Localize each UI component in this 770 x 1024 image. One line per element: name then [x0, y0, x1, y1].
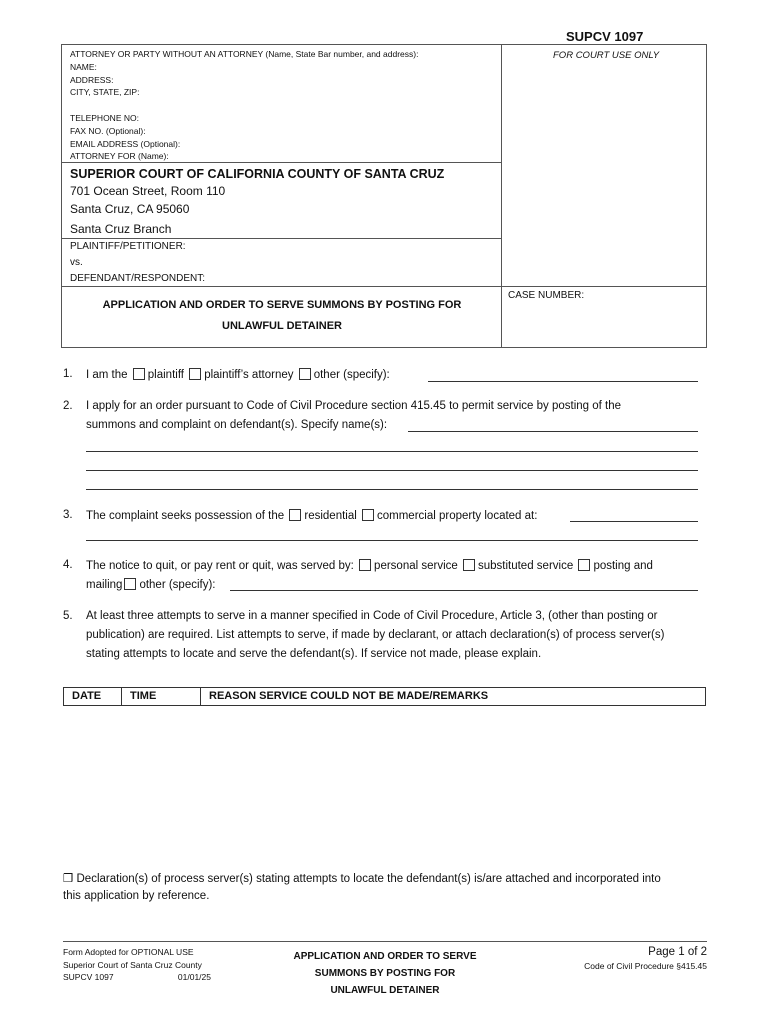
application-title-line2: UNLAWFUL DETAINER: [222, 320, 342, 332]
mailing-label: mailing: [86, 579, 123, 591]
application-title-line1: APPLICATION AND ORDER TO SERVE SUMMONS BY POSTING FOR: [102, 299, 462, 311]
item-1: [86, 368, 390, 381]
page-number: Page 1 of 2: [648, 946, 707, 958]
plaintiff-checkbox[interactable]: [133, 368, 145, 380]
other-option-label: other (specify):: [313, 369, 390, 381]
item-3-lead: The complaint seeks possession of the: [86, 510, 285, 522]
form-adopted-label: Form Adopted for OPTIONAL USE: [63, 947, 194, 957]
property-address-line-2[interactable]: [86, 540, 698, 541]
defendant-names-line-4[interactable]: [86, 489, 698, 490]
footer-form-info: [63, 946, 211, 984]
item-1-lead: I am the: [86, 369, 128, 381]
posting-mailing-label: posting and: [593, 560, 653, 572]
caption-divider-court: [62, 238, 501, 239]
attorney-for-label: ATTORNEY FOR (Name):: [70, 151, 169, 162]
personal-service-label: personal service: [374, 560, 458, 572]
defendant-names-line-3[interactable]: [86, 470, 698, 471]
telephone-label: TELEPHONE NO:: [70, 112, 139, 123]
caption-divider-vertical: [501, 45, 502, 347]
footer-court-name: Superior Court of Santa Cruz County: [63, 959, 202, 970]
vs-label: vs.: [70, 257, 83, 268]
footer-title-line3: UNLAWFUL DETAINER: [330, 985, 440, 996]
item-4-line2: [86, 578, 216, 591]
other-service-field[interactable]: [230, 590, 698, 591]
substituted-service-label: substituted service: [477, 560, 574, 572]
case-number-label[interactable]: CASE NUMBER:: [508, 290, 585, 301]
item-2-line2: summons and complaint on defendant(s). Specify name(s):: [86, 419, 388, 431]
attorney-option-label: plaintiff’s attorney: [204, 369, 294, 381]
attorney-label: ATTORNEY OR PARTY WITHOUT AN ATTORNEY (Name, State Bar number, and address):: [70, 49, 419, 59]
name-label: NAME:: [70, 61, 97, 72]
item-5-line3: stating attempts to locate and serve the defendant(s). If service not made, please explain.: [86, 648, 542, 660]
footer-title: [270, 948, 500, 999]
declaration-attached-line1[interactable]: ❒ Declaration(s) of process server(s) stating attempts to locate the defendant(s) is/are attached and incorporated into: [63, 873, 661, 885]
residential-checkbox[interactable]: [289, 509, 301, 521]
court-use-label: FOR COURT USE ONLY: [553, 50, 660, 61]
item-1-other-field[interactable]: [428, 381, 698, 382]
attorney-checkbox[interactable]: [189, 368, 201, 380]
caption-divider-parties: [62, 286, 706, 287]
plaintiff-label[interactable]: PLAINTIFF/PETITIONER:: [70, 241, 186, 252]
defendant-names-field[interactable]: [408, 431, 698, 432]
personal-service-checkbox[interactable]: [359, 559, 371, 571]
footer-code-reference: Code of Civil Procedure §415.45: [584, 961, 707, 971]
item-4-lead: The notice to quit, or pay rent or quit, was served by:: [86, 560, 354, 572]
other-checkbox[interactable]: [299, 368, 311, 380]
date-column-header: DATE: [64, 688, 122, 705]
footer-page-info: [520, 946, 707, 971]
footer-title-line2: SUMMONS BY POSTING FOR: [314, 968, 456, 979]
defendant-names-line-2[interactable]: [86, 451, 698, 452]
attempts-table-body[interactable]: [63, 706, 706, 856]
item-5-line1: At least three attempts to serve in a manner specified in Code of Civil Procedure, Article 3, (other than posting or: [86, 610, 658, 622]
footer-revision-date: 01/01/25: [177, 972, 211, 982]
item-2-line1: I apply for an order pursuant to Code of Civil Procedure section 415.45 to permit service by posting of the: [86, 400, 622, 412]
item-4-line1: [86, 559, 653, 572]
commercial-option-label: commercial property located at:: [377, 510, 538, 522]
city-label: CITY, STATE, ZIP:: [70, 87, 140, 98]
declaration-attached-line2: this application by reference.: [63, 890, 210, 902]
residential-option-label: residential: [304, 510, 357, 522]
email-label: EMAIL ADDRESS (Optional):: [70, 138, 181, 149]
footer-title-line1: APPLICATION AND ORDER TO SERVE: [293, 951, 477, 962]
attempts-table-header: [63, 687, 706, 706]
other-service-label: other (specify):: [139, 579, 216, 591]
item-2-number: 2.: [63, 400, 73, 412]
other-service-checkbox[interactable]: [124, 578, 136, 590]
reason-column-header: REASON SERVICE COULD NOT BE MADE/REMARKS: [209, 690, 489, 702]
item-3: [86, 509, 537, 522]
footer-rule: [63, 941, 707, 942]
fax-label: FAX NO. (Optional):: [70, 125, 146, 136]
item-4-number: 4.: [63, 559, 73, 571]
footer-form-code: SUPCV 1097: [63, 972, 114, 982]
attorney-block[interactable]: [70, 48, 418, 163]
form-id: SUPCV 1097: [566, 29, 644, 44]
address-label: ADDRESS:: [70, 74, 114, 85]
time-column-header: TIME: [122, 688, 201, 705]
court-address-2: Santa Cruz, CA 95060: [70, 202, 190, 216]
item-3-number: 3.: [63, 509, 73, 521]
property-address-field[interactable]: [570, 521, 698, 522]
commercial-checkbox[interactable]: [362, 509, 374, 521]
posting-mailing-checkbox[interactable]: [578, 559, 590, 571]
court-title: SUPERIOR COURT OF CALIFORNIA COUNTY OF SANTA CRUZ: [70, 167, 445, 181]
defendant-label[interactable]: DEFENDANT/RESPONDENT:: [70, 273, 206, 284]
plaintiff-option-label: plaintiff: [147, 369, 184, 381]
item-5-line2: publication) are required. List attempts to serve, if made by declarant, or attach declaration(s) of process server(s): [86, 629, 665, 641]
item-5-number: 5.: [63, 610, 73, 622]
substituted-service-checkbox[interactable]: [463, 559, 475, 571]
court-address-1: 701 Ocean Street, Room 110: [70, 184, 226, 198]
item-1-number: 1.: [63, 368, 73, 380]
court-branch: Santa Cruz Branch: [70, 222, 172, 236]
